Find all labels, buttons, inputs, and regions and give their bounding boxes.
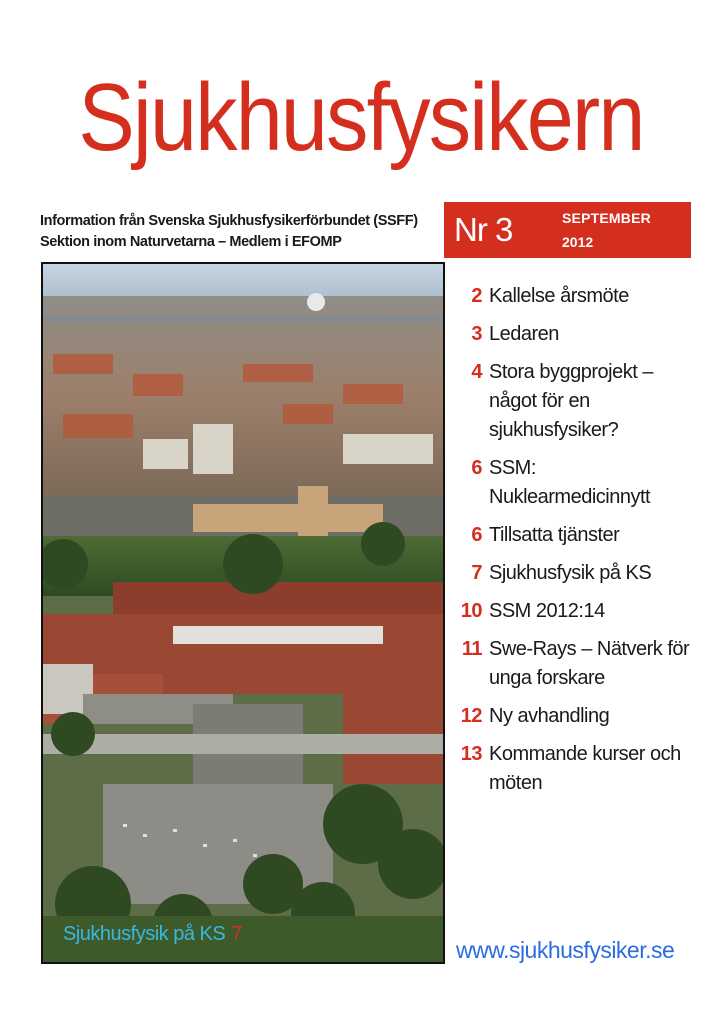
toc-page-number: 4 (471, 361, 482, 383)
website-link[interactable]: www.sjukhusfysiker.se (456, 937, 675, 963)
toc-item[interactable] (452, 740, 702, 798)
toc-page-number: 6 (471, 457, 482, 479)
toc-item[interactable] (452, 454, 702, 512)
toc-title: Swe-Rays – Nätverk för unga forskare (489, 638, 690, 689)
masthead-title: Sjukhusfysikern (78, 64, 644, 171)
toc-title: Sjukhusfysik på KS (489, 562, 652, 584)
toc-page-number: 10 (460, 600, 482, 622)
photo-caption-text: Sjukhusfysik på KS (63, 923, 226, 945)
toc-title: Ny avhandling (489, 705, 610, 727)
toc-item[interactable] (452, 521, 702, 550)
toc-page-number: 12 (460, 705, 482, 727)
toc-title: SSM 2012:14 (489, 600, 605, 622)
toc-title: SSM: Nuklearmedicinnytt (489, 457, 651, 508)
toc-title: Tillsatta tjänster (489, 524, 620, 546)
toc-title: Ledaren (489, 323, 559, 345)
toc-title: Kallelse årsmöte (489, 285, 629, 307)
toc-item[interactable] (452, 320, 702, 349)
toc-title: Stora byggprojekt – något för en sjukhusfysiker? (489, 361, 653, 441)
toc-item[interactable] (452, 282, 702, 311)
toc-page-number: 13 (460, 743, 482, 765)
toc-title: Kommande kurser och möten (489, 743, 681, 794)
toc-item[interactable] (452, 559, 702, 588)
publisher-line-2: Sektion inom Naturvetarna – Medlem i EFOMP (40, 234, 342, 250)
issue-badge (444, 202, 691, 258)
toc-page-number: 7 (471, 562, 482, 584)
toc-item[interactable] (452, 702, 702, 731)
toc-page-number: 6 (471, 524, 482, 546)
toc-page-number: 11 (461, 638, 482, 660)
table-of-contents (452, 282, 702, 807)
toc-page-number: 3 (471, 323, 482, 345)
issue-year: 2012 (562, 234, 594, 250)
toc-item[interactable] (452, 597, 702, 626)
toc-page-number: 2 (471, 285, 482, 307)
toc-item[interactable] (452, 635, 702, 693)
aerial-city-image (43, 264, 443, 962)
photo-caption (63, 923, 242, 946)
issue-month: SEPTEMBER (562, 210, 651, 226)
toc-item[interactable] (452, 358, 702, 445)
photo-caption-page: 7 (231, 923, 242, 945)
publisher-line-1: Information från Svenska Sjukhusfysikerförbundet (SSFF) (40, 213, 418, 229)
cover-photo (41, 262, 445, 964)
issue-number: Nr 3 (454, 211, 513, 248)
publisher-info (40, 211, 440, 253)
